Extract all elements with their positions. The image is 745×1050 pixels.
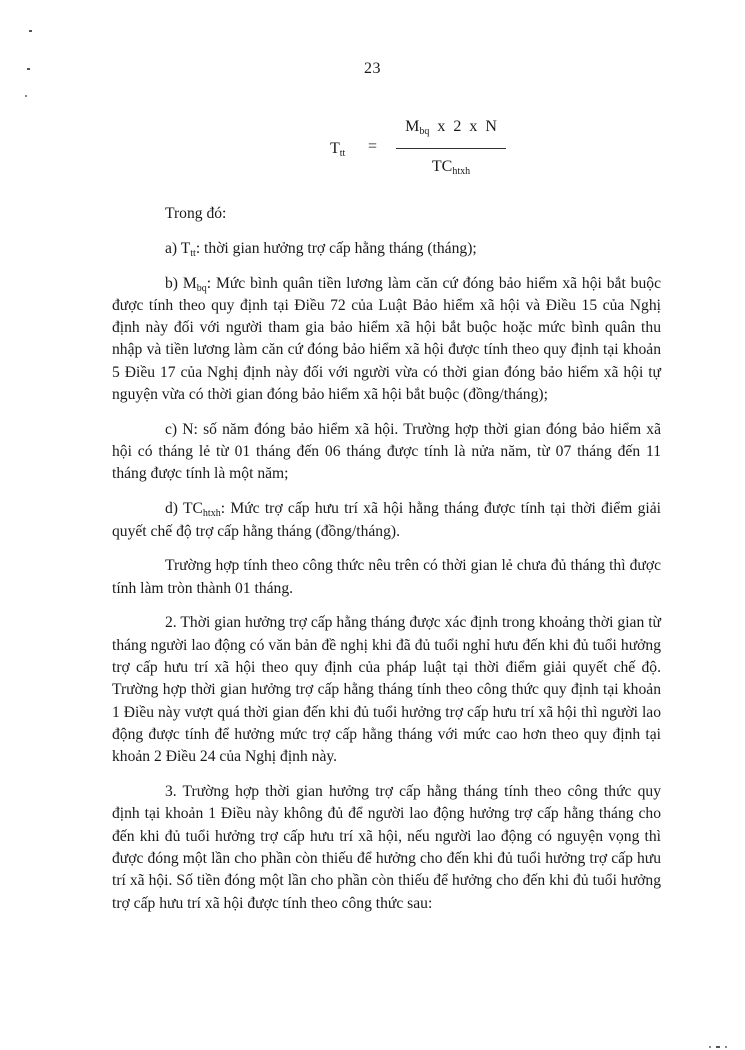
paragraph-intro xyxy=(112,203,661,225)
clause-2-text: 2. Thời gian hưởng trợ cấp hằng tháng được xác định trong khoảng thời gian từ tháng người lao động có văn bản đề nghị khi đã đủ tuổi nghỉ hưu đến khi đủ tuổi hưởng trợ cấp hưu trí xã hội theo quy định của pháp luật tại thời điểm giải quyết chế độ. Trường hợp thời gian hưởng trợ cấp hằng tháng tính theo công thức quy định tại khoản 1 Điều này vượt quá thời gian đến khi đủ tuổi hưởng trợ cấp hưu trí xã hội thì người lao động được tính để hưởng mức trợ cấp hằng tháng với mức cao hơn theo quy định tại khoản 2 Điều 24 của Nghị định này. xyxy=(112,614,661,766)
scan-speck xyxy=(29,30,32,32)
document-body xyxy=(112,203,661,927)
scan-speck xyxy=(25,95,27,97)
paragraph-item-b xyxy=(112,273,661,407)
paragraph-text: Trong đó: xyxy=(165,205,227,222)
formula-numerator xyxy=(396,118,506,136)
scan-speck xyxy=(27,68,30,70)
item-b-sub: bq xyxy=(196,282,207,294)
formula-denominator xyxy=(396,158,506,176)
formula-num-var: M xyxy=(405,118,420,135)
item-d-text: : Mức trợ cấp hưu trí xã hội hằng tháng được tính tại thời điểm giải quyết chế độ trợ cấp hằng tháng (đồng/tháng). xyxy=(112,500,661,540)
item-a-text: : thời gian hưởng trợ cấp hằng tháng (tháng); xyxy=(195,239,477,257)
paragraph-rounding-note xyxy=(112,555,661,600)
formula-lhs-var: T xyxy=(330,140,340,157)
formula-num-rest: x 2 x N xyxy=(429,118,497,135)
formula-equals: = xyxy=(368,138,378,155)
formula-lhs xyxy=(330,140,345,158)
fraction-bar xyxy=(396,148,506,149)
item-c-text: c) N: số năm đóng bảo hiểm xã hội. Trường hợp thời gian đóng bảo hiểm xã hội có tháng lẻ từ 01 tháng đến 06 tháng được tính là nửa năm, từ 07 tháng đến 11 tháng được tính là một năm; xyxy=(112,420,661,483)
formula-num-sub: bq xyxy=(419,126,430,137)
clause-3-text: 3. Trường hợp thời gian hưởng trợ cấp hằng tháng tính theo công thức quy định tại khoản 1 Điều này không đủ để người lao động hưởng trợ cấp hằng tháng cho đến khi đủ tuổi hưởng trợ cấp hưu trí xã hội, nếu người lao động có nguyện vọng thì được đóng một lần cho phần còn thiếu để hưởng cho đến khi đủ tuổi hưởng trợ cấp hưu trí xã hội. Số tiền đóng một lần cho phần còn thiếu để hưởng cho đến khi đủ tuổi hưởng trợ cấp hưu trí xã hội được tính theo công thức sau: xyxy=(112,783,661,912)
item-d-prefix: d) TC xyxy=(165,500,203,518)
scan-speck xyxy=(725,1046,727,1048)
item-d-sub: htxh xyxy=(202,508,221,520)
item-a-sub: tt xyxy=(190,247,196,259)
paragraph-clause-3 xyxy=(112,781,661,915)
paragraph-item-c xyxy=(112,419,661,486)
formula-lhs-sub: tt xyxy=(339,148,346,159)
scan-speck xyxy=(716,1046,720,1048)
formula-den-sub: htxh xyxy=(452,166,471,177)
paragraph-item-d xyxy=(112,498,661,543)
page-number: 23 xyxy=(364,60,381,77)
rounding-note-text: Trường hợp tính theo công thức nêu trên có thời gian lẻ chưa đủ tháng thì được tính làm tròn thành 01 tháng. xyxy=(112,557,661,597)
scan-speck xyxy=(709,1046,711,1048)
item-a-prefix: a) T xyxy=(165,239,191,257)
formula-den-var: TC xyxy=(431,158,453,175)
item-b-text: : Mức bình quân tiền lương làm căn cứ đóng bảo hiểm xã hội bắt buộc được tính theo quy định tại Điều 72 của Luật Bảo hiểm xã hội và Điều 15 của Nghị định này đối với người tham gia bảo hiểm xã hội bắt buộc hoặc mức bình quân thu nhập và tiền lương làm căn cứ đóng bảo hiểm xã hội được tính theo quy định tại khoản 5 Điều 17 của Nghị định này đối với người vừa có thời gian đóng bảo hiểm xã hội tự nguyện vừa có thời gian đóng bảo hiểm xã hội bắt buộc (đồng/tháng); xyxy=(112,274,661,404)
paragraph-item-a xyxy=(112,238,661,260)
paragraph-clause-2 xyxy=(112,612,661,768)
item-b-prefix: b) M xyxy=(165,274,197,292)
formula-tt xyxy=(330,118,510,188)
